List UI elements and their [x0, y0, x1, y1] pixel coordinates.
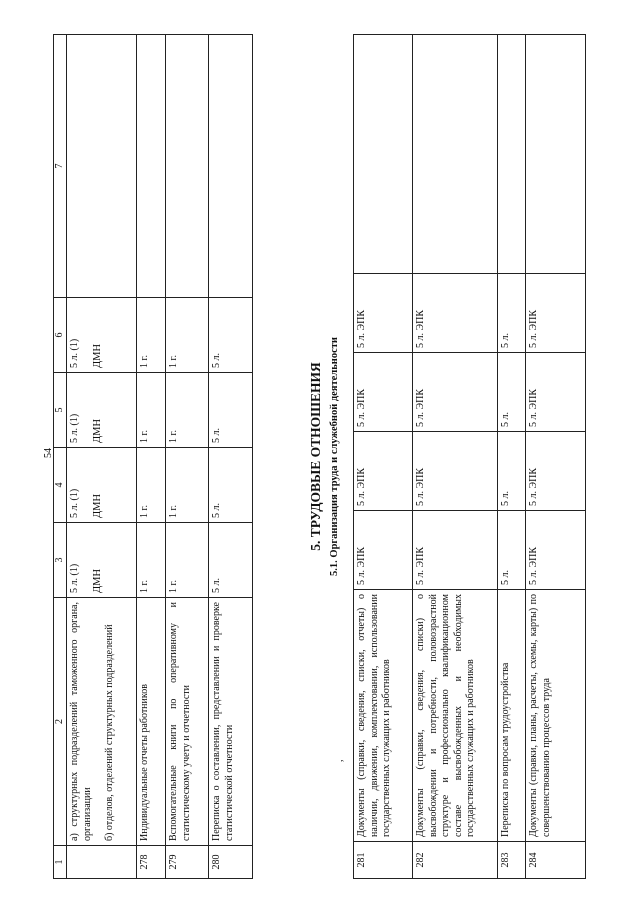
table-row	[67, 35, 137, 879]
retention-value: ДМН	[91, 493, 103, 518]
row-number: 278	[137, 846, 166, 879]
table-row	[498, 35, 526, 879]
retention-value: 1 г.	[166, 373, 209, 448]
section-title: 5. ТРУДОВЫЕ ОТНОШЕНИЯ	[308, 362, 323, 551]
note-value	[526, 35, 586, 274]
row-number: 279	[166, 846, 209, 879]
page-number: 54	[43, 448, 54, 458]
retention-value: 5 л. ЭПК	[354, 353, 413, 432]
table-row	[526, 35, 586, 879]
cell-col-4	[67, 448, 137, 523]
header-col-5: 5	[54, 373, 67, 448]
row-description: Документы (справки, сведения, списки) о высвобождении и потребности, половозрастной структуре и профессионально квалификационном составе высвобожденных и необходимых государственных служащих и работников	[413, 590, 498, 842]
retention-value: 5 л.	[209, 298, 253, 373]
cell-col-3	[67, 523, 137, 598]
table-row	[166, 35, 209, 879]
stray-mark: ,	[334, 759, 345, 762]
retention-value: 1 г.	[137, 523, 166, 598]
note-value	[354, 35, 413, 274]
retention-value: 5 л.	[498, 511, 526, 590]
row-description: Переписка о составлении, представлении и проверке статистической отчетности	[209, 598, 253, 846]
retention-value: 5 л.	[498, 432, 526, 511]
retention-value: 5 л. ЭПК	[413, 432, 498, 511]
retention-value: 1 г.	[137, 448, 166, 523]
header-col-4: 4	[54, 448, 67, 523]
retention-value: ДМН	[91, 568, 103, 593]
subitem-b: б) отделов, отделений структурных подразделений	[104, 624, 115, 841]
retention-value: 5 л. (1)	[69, 488, 80, 518]
row-number: 283	[498, 842, 526, 879]
retention-value: 5 л. ЭПК	[526, 511, 586, 590]
retention-value: 5 л.	[209, 373, 253, 448]
row-description: Вспомогательные книги по оперативному и статистическому учету и отчетности	[166, 598, 209, 846]
retention-value: 5 л. (1)	[69, 563, 80, 593]
retention-value: 1 г.	[166, 448, 209, 523]
table-row	[209, 35, 253, 879]
row-description: Индивидуальные отчеты работников	[137, 598, 166, 846]
note-value	[413, 35, 498, 274]
table-row	[354, 35, 413, 879]
row-number	[67, 846, 137, 879]
retention-value: 5 л.	[209, 523, 253, 598]
row-description: Документы (справки, сведения, списки, отчеты) о наличии, движении, комплектовании, использовании государственных служащих и работников	[354, 590, 413, 842]
retention-value: 5 л. ЭПК	[526, 353, 586, 432]
subsection-title: 5.1. Организация труда и служебной деятельности	[329, 337, 340, 576]
retention-value: ДМН	[91, 343, 103, 368]
header-col-6: 6	[54, 298, 67, 373]
row-number: 280	[209, 846, 253, 879]
retention-value: 5 л. ЭПК	[413, 274, 498, 353]
cell-col-5	[67, 373, 137, 448]
retention-value: 1 г.	[166, 298, 209, 373]
note-value	[166, 35, 209, 298]
header-col-1: 1	[54, 846, 67, 879]
note-value	[209, 35, 253, 298]
retention-value: 5 л. (1)	[69, 338, 80, 368]
row-number: 284	[526, 842, 586, 879]
table-row	[137, 35, 166, 879]
retention-value: 5 л. ЭПК	[526, 274, 586, 353]
retention-value: 5 л. ЭПК	[526, 432, 586, 511]
row-number: 282	[413, 842, 498, 879]
cell-col-7	[67, 35, 137, 298]
retention-value: 5 л. (1)	[69, 413, 80, 443]
retention-value: 1 г.	[137, 373, 166, 448]
cell-col-6	[67, 298, 137, 373]
table-header-row	[54, 35, 67, 879]
row-number: 281	[354, 842, 413, 879]
retention-value: 5 л. ЭПК	[354, 274, 413, 353]
retention-value: 5 л.	[498, 353, 526, 432]
retention-value: 5 л. ЭПК	[354, 511, 413, 590]
row-description: Документы (справки, планы, расчеты, схемы, карты) по совершенствованию процессов труда	[526, 590, 586, 842]
row-description	[67, 598, 137, 846]
retention-value: 5 л.	[498, 274, 526, 353]
retention-value: 1 г.	[166, 523, 209, 598]
header-col-7: 7	[54, 35, 67, 298]
retention-value: 1 г.	[137, 298, 166, 373]
header-col-3: 3	[54, 523, 67, 598]
note-value	[498, 35, 526, 274]
retention-value: 5 л. ЭПК	[413, 353, 498, 432]
retention-table-bottom	[353, 34, 586, 879]
note-value	[137, 35, 166, 298]
retention-table-top	[53, 34, 253, 879]
subitem-a: а) структурных подразделений таможенного органа, организации	[69, 602, 93, 841]
retention-value: 5 л. ЭПК	[354, 432, 413, 511]
retention-value: 5 л. ЭПК	[413, 511, 498, 590]
table-row	[413, 35, 498, 879]
retention-value: 5 л.	[209, 448, 253, 523]
header-col-2: 2	[54, 598, 67, 846]
row-description: Переписка по вопросам трудоустройства	[498, 590, 526, 842]
retention-value: ДМН	[91, 418, 103, 443]
